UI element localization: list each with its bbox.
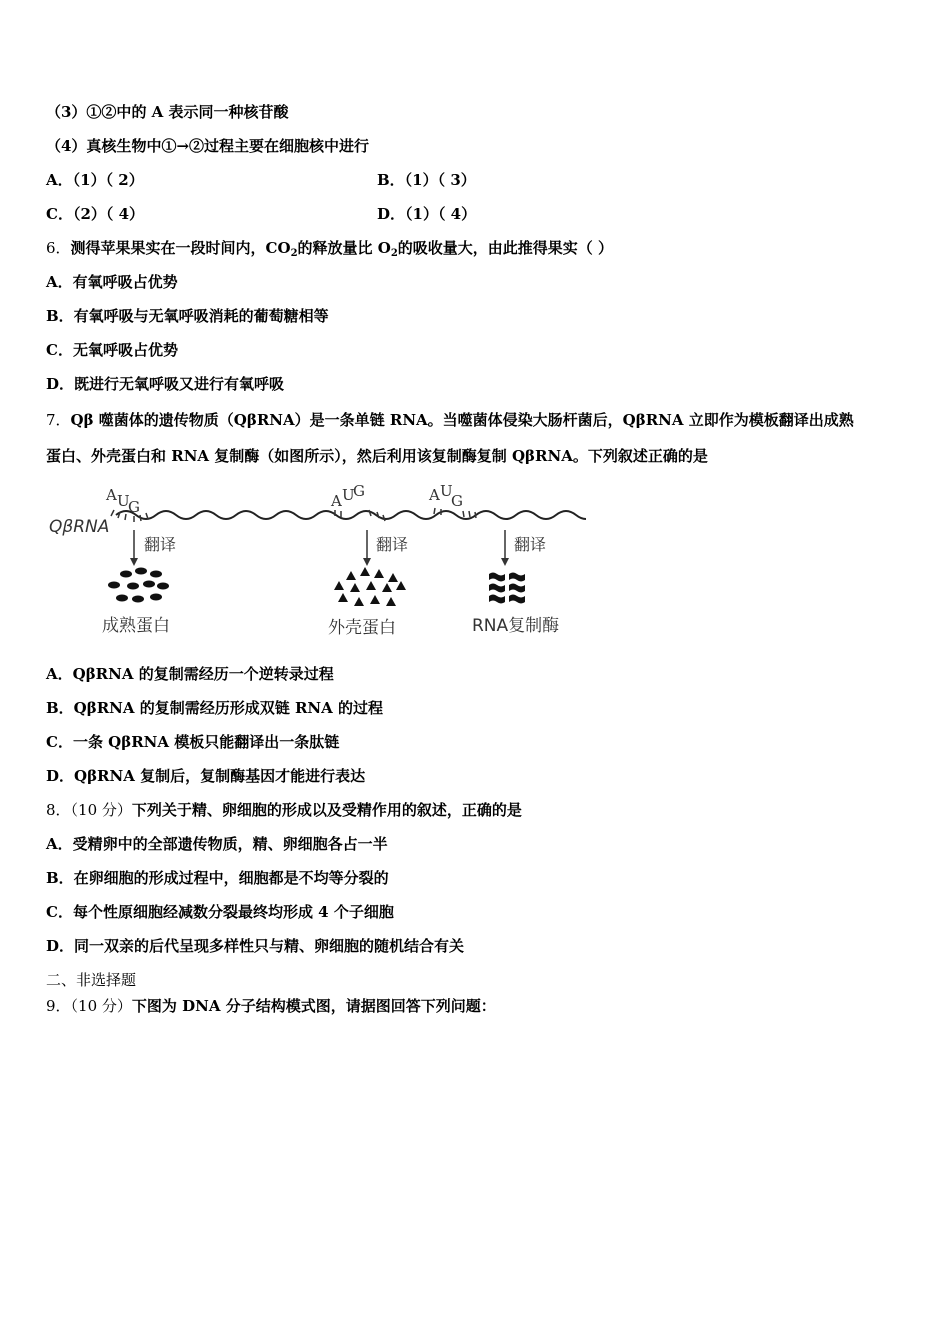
q7-stem-line2: 蛋白、外壳蛋白和 RNA 复制酶（如图所示），然后利用该复制酶复制 QβRNA。下列叙述正确的是 bbox=[46, 447, 708, 465]
mature-protein-icon bbox=[108, 568, 169, 603]
q9-stem bbox=[46, 996, 496, 1016]
codon-u: U bbox=[342, 486, 355, 504]
q5-option-d: D．（1）（ 4） bbox=[377, 205, 477, 223]
rna-strand bbox=[116, 511, 586, 519]
q5-item-4: （4）真核生物中①→②过程主要在细胞核中进行 bbox=[46, 137, 370, 155]
codon-u: U bbox=[440, 482, 453, 500]
arrow-3 bbox=[501, 530, 546, 566]
codon-a: A bbox=[429, 486, 440, 504]
q8-option-d: D．同一双亲的后代呈现多样性只与精、卵细胞的随机结合有关 bbox=[46, 937, 465, 955]
q7-option-c: C．一条 QβRNA 模板只能翻译出一条肽链 bbox=[46, 733, 340, 751]
q7-option-d: D．QβRNA 复制后，复制酶基因才能进行表达 bbox=[46, 767, 366, 785]
product-label-3: RNA复制酶 bbox=[472, 616, 560, 636]
q6-option-c: C．无氧呼吸占优势 bbox=[46, 341, 178, 359]
q6-stem-part2: 的释放量比 O bbox=[297, 239, 391, 257]
q6-option-a: A．有氧呼吸占优势 bbox=[46, 273, 178, 291]
arrow-label-1: 翻译 bbox=[144, 535, 177, 554]
arrow-1 bbox=[130, 530, 176, 566]
q9-number: 9．（10 分） bbox=[46, 997, 132, 1015]
q6-option-b: B．有氧呼吸与无氧呼吸消耗的葡萄糖相等 bbox=[46, 307, 329, 325]
q5-option-a: A．（1）（ 2） bbox=[46, 171, 144, 189]
arrow-2 bbox=[363, 530, 408, 566]
q5-item-3: （3）①②中的 A 表示同一种核苷酸 bbox=[46, 103, 289, 121]
q7-stem-text1: Qβ 噬菌体的遗传物质（QβRNA）是一条单链 RNA。当噬菌体侵染大肠杆菌后，QβRNA 立即作为模板翻译出成熟 bbox=[70, 411, 854, 429]
coat-protein-icon bbox=[334, 567, 406, 606]
q6-stem-part3: 的吸收量大，由此推得果实（ ） bbox=[397, 239, 614, 257]
codon-a: A bbox=[331, 492, 342, 510]
q7-figure bbox=[46, 482, 586, 642]
arrow-label-2: 翻译 bbox=[376, 535, 409, 554]
codon-g: G bbox=[353, 482, 365, 500]
section-heading: 二、非选择题 bbox=[46, 971, 137, 989]
codon-g: G bbox=[128, 498, 140, 516]
q6-stem-part1: 测得苹果果实在一段时间内，CO bbox=[70, 239, 291, 257]
q8-option-c: C．每个性原细胞经减数分裂最终均形成 4 个子细胞 bbox=[46, 903, 394, 921]
codon-u: U bbox=[117, 492, 130, 510]
codon-group-1 bbox=[105, 486, 148, 522]
q8-stem bbox=[46, 800, 522, 820]
q5-option-b: B．（1）（ 3） bbox=[377, 171, 476, 189]
q8-number: 8．（10 分） bbox=[46, 801, 132, 819]
q5-option-c: C．（2）（ 4） bbox=[46, 205, 145, 223]
q8-stem-text: 下列关于精、卵细胞的形成以及受精作用的叙述，正确的是 bbox=[131, 801, 522, 819]
product-label-1: 成熟蛋白 bbox=[102, 616, 170, 636]
q6-sub1: 2 bbox=[290, 248, 298, 259]
q7-option-a: A．QβRNA 的复制需经历一个逆转录过程 bbox=[46, 665, 334, 683]
q7-stem-line1 bbox=[46, 410, 854, 430]
q7-number: 7． bbox=[46, 411, 71, 429]
product-label-2: 外壳蛋白 bbox=[328, 618, 396, 638]
q6-sub2: 2 bbox=[390, 248, 398, 259]
q6-number: 6． bbox=[46, 239, 71, 257]
q7-option-b: B．QβRNA 的复制需经历形成双链 RNA 的过程 bbox=[46, 699, 384, 717]
codon-g: G bbox=[451, 492, 463, 510]
q8-option-a: A．受精卵中的全部遗传物质，精、卵细胞各占一半 bbox=[46, 835, 388, 853]
rna-replicase-icon bbox=[489, 573, 525, 604]
rna-label: QβRNA bbox=[49, 517, 110, 537]
arrow-label-3: 翻译 bbox=[514, 535, 547, 554]
q6-option-d: D．既进行无氧呼吸又进行有氧呼吸 bbox=[46, 375, 285, 393]
q8-option-b: B．在卵细胞的形成过程中，细胞都是不均等分裂的 bbox=[46, 869, 389, 887]
codon-a: A bbox=[106, 486, 117, 504]
q9-stem-text: 下图为 DNA 分子结构模式图，请据图回答下列问题： bbox=[131, 997, 496, 1015]
q6-stem bbox=[46, 238, 613, 258]
